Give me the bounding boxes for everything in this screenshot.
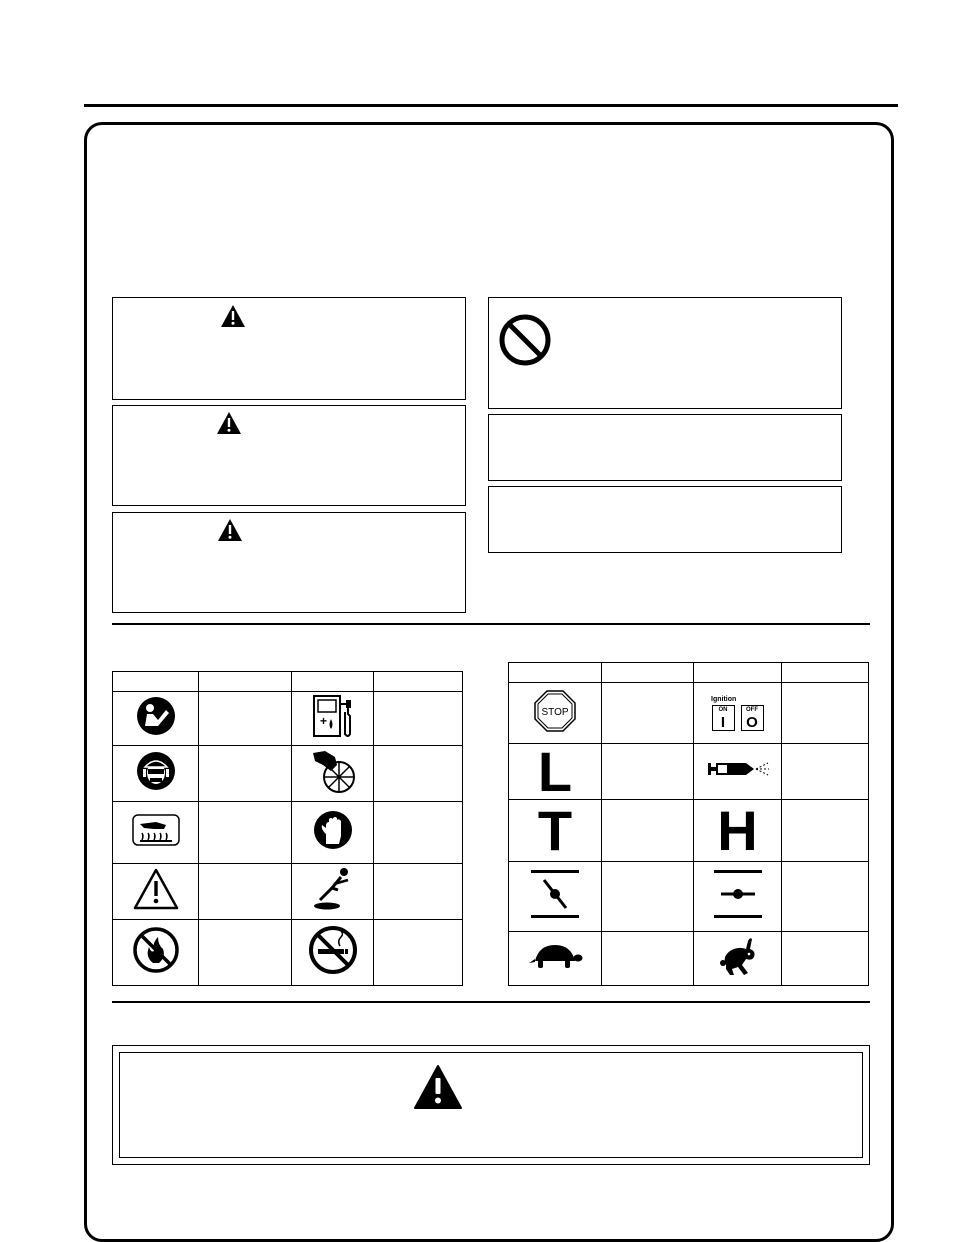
turtle-slow-icon	[527, 941, 583, 971]
warning-triangle-icon	[132, 867, 180, 911]
no-open-flame-icon	[133, 927, 179, 973]
warning-box	[112, 405, 466, 506]
table-row	[509, 862, 869, 932]
gloves-icon	[313, 810, 353, 850]
table-row	[509, 683, 869, 744]
stop-label: STOP	[541, 706, 569, 718]
warning-triangle-icon	[220, 304, 246, 328]
danger-box	[112, 297, 466, 400]
table-row	[509, 744, 869, 800]
read-manual-icon	[136, 696, 176, 736]
section-divider	[112, 623, 870, 625]
table-row	[113, 746, 463, 802]
safety-headgear-icon	[136, 751, 176, 791]
prohibition-box	[488, 297, 842, 409]
letter-t-icon: T	[537, 798, 573, 862]
header-rule	[84, 104, 898, 107]
section-divider	[112, 1001, 870, 1003]
table-row	[113, 920, 463, 986]
table-row	[113, 864, 463, 920]
bottom-warning-outer-box	[112, 1045, 870, 1165]
important-box	[488, 414, 842, 481]
ignition-off-key: OFF O	[741, 705, 764, 731]
warning-triangle-icon	[217, 518, 243, 542]
hot-surface-icon	[132, 814, 180, 846]
ignition-on-key: ON I	[712, 705, 735, 731]
rabbit-fast-icon	[718, 935, 758, 977]
slip-hazard-icon	[310, 866, 356, 912]
no-smoking-icon	[308, 925, 358, 975]
letter-h-icon: H	[717, 798, 758, 862]
choke-open-icon	[713, 868, 763, 920]
letter-l-icon: L	[537, 739, 573, 803]
warning-triangle-icon	[216, 411, 242, 435]
warning-triangle-icon	[413, 1064, 463, 1110]
stop-sign-icon	[534, 690, 576, 732]
table-row	[509, 932, 869, 986]
prohibition-icon	[498, 313, 552, 367]
rotating-blade-hand-icon	[309, 747, 357, 795]
svg-text:+: +	[319, 714, 327, 728]
safety-symbols-table	[112, 671, 463, 986]
ignition-label: Ignition	[711, 695, 737, 703]
caution-box	[112, 512, 466, 613]
note-box	[488, 486, 842, 553]
choke-closed-icon	[530, 868, 580, 920]
table-row	[509, 800, 869, 862]
table-row	[113, 802, 463, 864]
ignition-switch-icon	[694, 683, 782, 744]
fuel-pump-icon	[310, 692, 356, 740]
table-row	[113, 692, 463, 746]
control-symbols-table	[508, 662, 869, 986]
bottom-warning-inner-box	[119, 1052, 863, 1158]
primer-bulb-icon	[706, 758, 770, 780]
